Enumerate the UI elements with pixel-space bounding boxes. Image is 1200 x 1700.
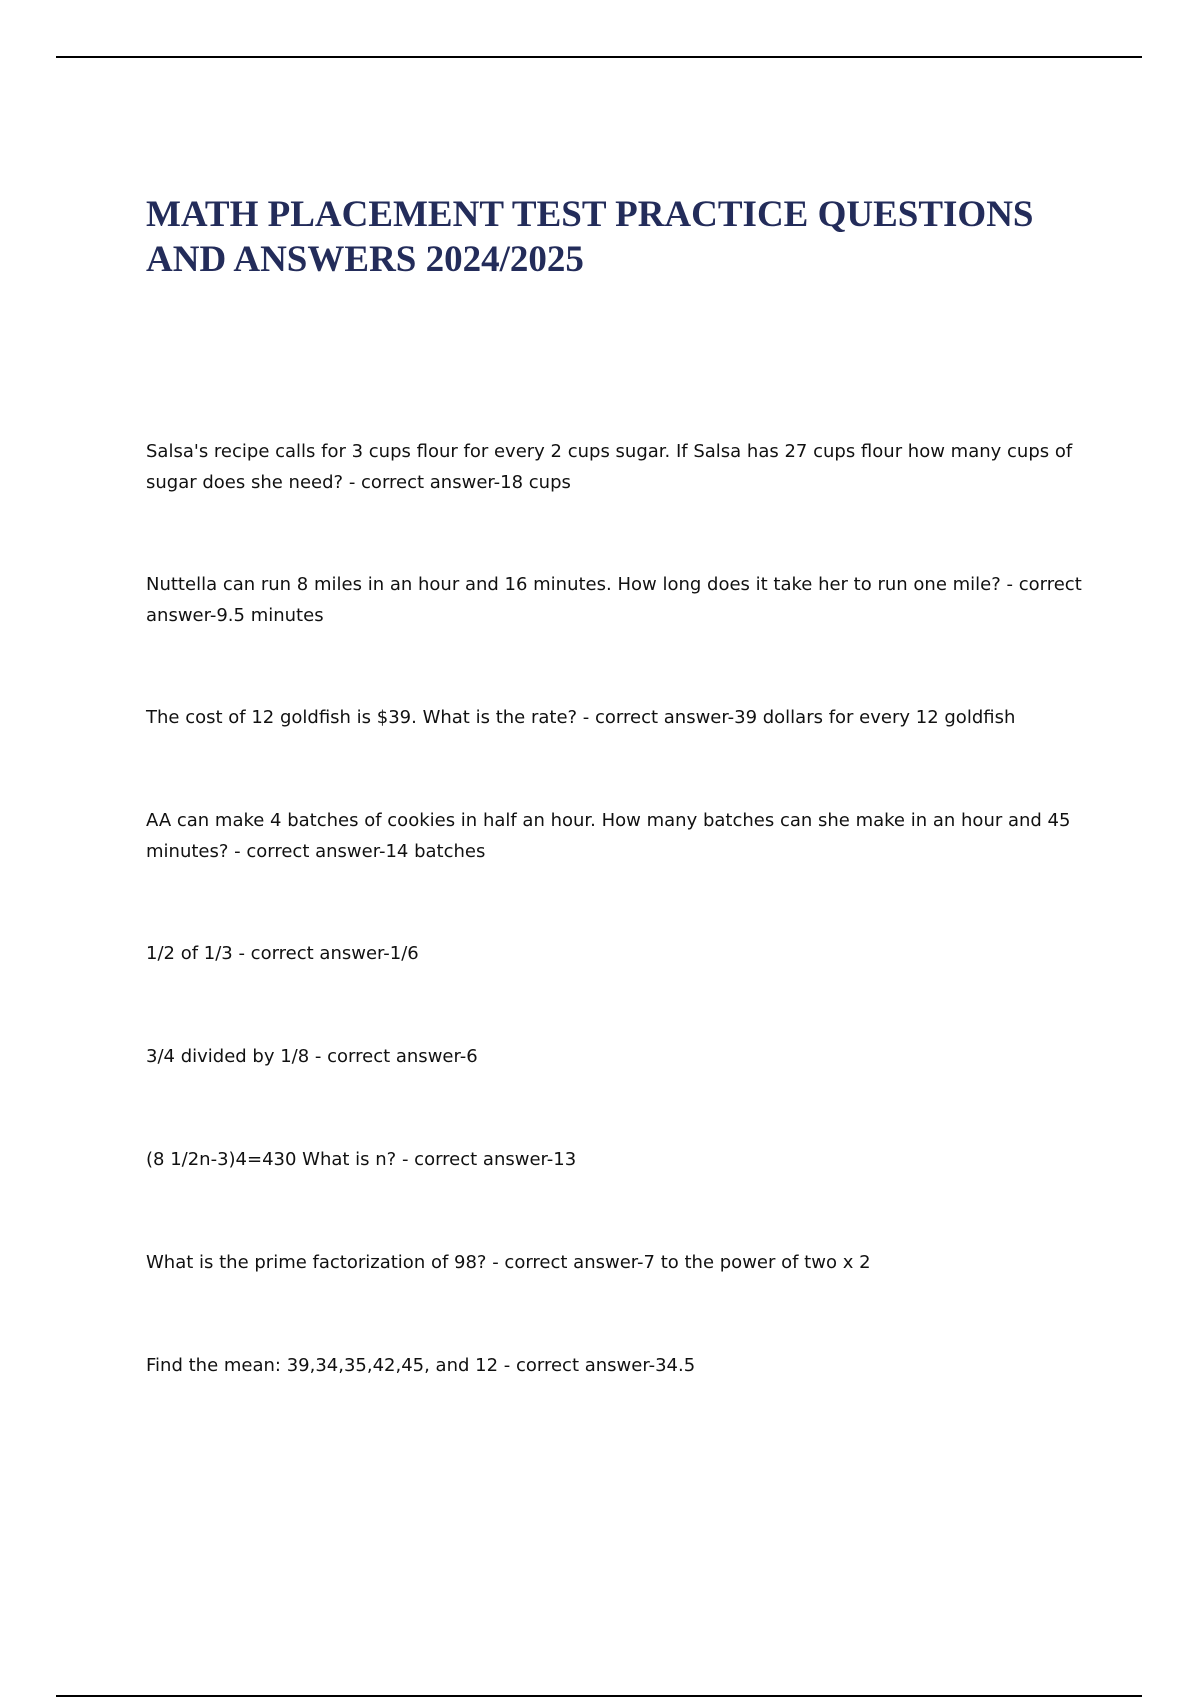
qa-item: What is the prime factorization of 98? - correct answer-7 to the power of two x 2 bbox=[146, 1252, 871, 1273]
qa-item: Salsa's recipe calls for 3 cups flour for every 2 cups sugar. If Salsa has 27 cups flour how many cups of sugar does she need? - correct answer-18 cups bbox=[146, 441, 1073, 493]
qa-item: 3/4 divided by 1/8 - correct answer-6 bbox=[146, 1046, 478, 1067]
qa-list bbox=[146, 436, 1086, 1453]
qa-item: The cost of 12 goldfish is $39. What is the rate? - correct answer-39 dollars for every 12 goldfish bbox=[146, 707, 1016, 728]
footer-rule bbox=[56, 1695, 1142, 1697]
header-rule bbox=[56, 56, 1142, 58]
document-title: MATH PLACEMENT TEST PRACTICE QUESTIONS AND ANSWERS 2024/2025 bbox=[146, 194, 1034, 280]
qa-item: (8 1/2n-3)4=430 What is n? - correct answer-13 bbox=[146, 1149, 577, 1170]
qa-item: 1/2 of 1/3 - correct answer-1/6 bbox=[146, 943, 419, 964]
qa-item: AA can make 4 batches of cookies in half an hour. How many batches can she make in an hour and 45 minutes? - correct answer-14 batches bbox=[146, 810, 1071, 862]
qa-item: Find the mean: 39,34,35,42,45, and 12 - correct answer-34.5 bbox=[146, 1355, 696, 1376]
qa-item: Nuttella can run 8 miles in an hour and 16 minutes. How long does it take her to run one mile? - correct answer-9.5 minutes bbox=[146, 574, 1082, 626]
